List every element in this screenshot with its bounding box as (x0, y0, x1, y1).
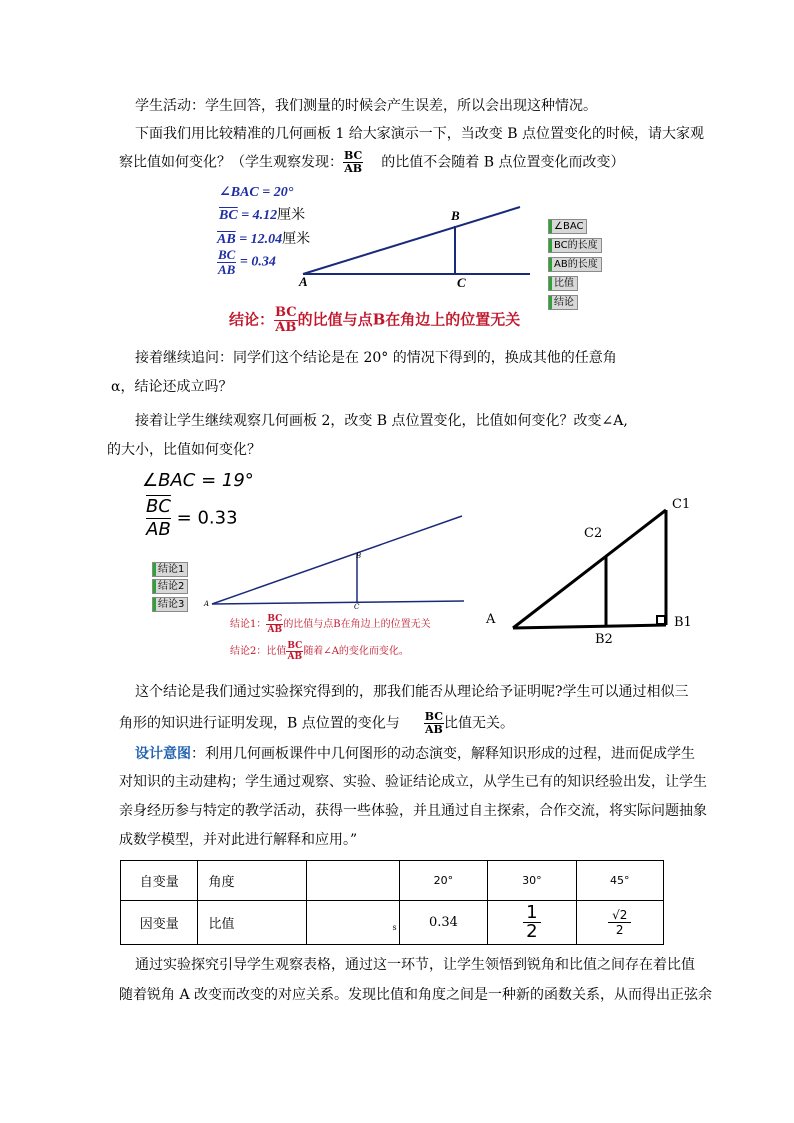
fig2-conclusion1-numerator: BC (267, 614, 283, 624)
proof-fraction-denominator: AB (424, 723, 443, 736)
design-intent-line1 (135, 744, 695, 764)
paragraph-summary-line1: 通过实验探究引导学生观察表格，通过这一环节，让学生领悟到锐角和比值之间存在着比值 (135, 957, 695, 973)
fig1-conclusion (229, 306, 520, 335)
fig1-ratio-numerator: BC (218, 247, 236, 262)
fig2-ratio-denominator: AB (146, 519, 171, 540)
table-cell (307, 861, 400, 901)
fig1-conclusion-numerator: BC (275, 305, 297, 320)
fig2-conclusion2-numerator: BC (287, 641, 303, 651)
table-cell: 0.34 (399, 901, 488, 945)
fig1-ab-label: $\overline{AB}$ (217, 232, 236, 247)
table-fraction-numerator: 1 (523, 904, 540, 923)
table-cell: 角度 (198, 861, 307, 901)
fig2-angle-text: ∠BAC = 19° (142, 470, 254, 491)
fig1-ratio-denominator: AB (218, 262, 236, 277)
fig2-conclusion2-suffix: 随着∠A的变化而变化。 (303, 646, 409, 657)
fig2-button-conclusion1[interactable]: 结论1 (152, 562, 188, 577)
fig1-ab-unit: 厘米 (282, 232, 311, 247)
design-intent-line4: 成数学模型，并对此进行解释和应用。” (119, 832, 358, 848)
fig1-angle-readout: ∠BAC = 20° (219, 185, 294, 200)
paragraph-summary-line2: 随着锐角 A 改变而改变的对应关系。发现比值和角度之间是一种新的函数关系，从而得出正弦余 (119, 987, 713, 1003)
fig2-conclusion2-denominator: AB (287, 652, 303, 662)
fig3-point-b2: B2 (595, 632, 613, 647)
table-row (121, 861, 664, 901)
table-cell: 20° (399, 861, 488, 901)
fig3-point-a: A (486, 612, 496, 627)
paragraph-student-activity: 学生活动：学生回答，我们测量的时候会产生误差，所以会出现这种情况。 (135, 98, 597, 114)
paragraph-demo-line1: 下面我们用比较精准的几何画板 1 给大家演示一下，当改变 B 点位置变化的时候，请大家观 (135, 126, 704, 142)
fig1-ray-ab (303, 207, 520, 274)
geometry-figure-3 (480, 495, 700, 655)
paragraph-question-line2: α，结论还成立吗？ (111, 379, 233, 395)
fig2-conclusion2 (230, 641, 409, 662)
fig2-ratio-numerator: $\overline{BC}$ (146, 496, 171, 517)
fig2-conclusion1-suffix: 的比值与点B在角边上的位置无关 (283, 619, 431, 630)
paragraph-proof-line2-b: 比值无关。 (444, 715, 515, 732)
fig2-conclusion1-denominator: AB (267, 625, 283, 635)
fig1-bc-label: $\overline{BC}$ (219, 208, 238, 223)
fig2-point-c: C (354, 603, 360, 611)
bc-ab-fraction (343, 150, 363, 175)
fig1-conclusion-suffix: 的比值与点B在角边上的位置无关 (297, 310, 521, 329)
fig3-base (513, 625, 666, 628)
design-intent-text1: ：利用几何画板课件中几何图形的动态演变，解释知识形成的过程，进而促成学生 (191, 746, 695, 762)
fig1-point-c: C (457, 275, 466, 290)
table-cell (488, 901, 576, 945)
fig1-point-a: A (299, 274, 308, 289)
table-fraction-denominator: 2 (526, 921, 538, 942)
table-cell: 比值 (198, 901, 307, 945)
fig1-conclusion-prefix: 结论： (229, 310, 275, 329)
fig2-ratio-value: = 0.33 (176, 507, 238, 529)
fig1-button-angle[interactable]: ∠BAC (548, 219, 587, 234)
paragraph-proof-line2-a: 角形的知识进行证明发现，B 点位置的变化与 (119, 715, 400, 732)
fig2-conclusion1-prefix: 结论1： (230, 619, 267, 630)
table-cell: 45° (576, 861, 664, 901)
fig2-ray-ab (212, 516, 462, 604)
fig1-point-b: B (451, 208, 460, 223)
paragraph-proof-line2 (119, 711, 514, 736)
design-intent-line2: 对知识的主动建构；学生通过观察、实验、验证结论成立，从学生已有的知识经验出发，让学生 (119, 774, 707, 790)
fig2-ray-ac (212, 601, 464, 604)
paragraph-demo-line2-a: 察比值如何变化？（学生观察发现： (119, 154, 343, 171)
fig2-point-a: A (204, 600, 210, 608)
paragraph-demo-line2-b: 的比值不会随着 B 点位置变化而改变） (381, 154, 625, 171)
fig2-button-conclusion2[interactable]: 结论2 (152, 579, 188, 594)
fig3-point-c2: C2 (584, 526, 603, 541)
fraction-numerator: BC (344, 149, 363, 162)
design-intent-line3: 亲身经历参与特定的教学活动，获得一些体验，并且通过自主探索，合作交流，将实际问题抽象 (119, 803, 707, 819)
paragraph-question-line1: 接着继续追问：同学们这个结论是在 20° 的情况下得到的，换成其他的任意角 (135, 350, 617, 366)
fig2-triangle-svg (140, 470, 470, 670)
fig1-button-bc-length[interactable]: BC的长度 (548, 238, 602, 253)
fig1-ratio-value: = 0.34 (239, 254, 276, 270)
proof-fraction-numerator: BC (424, 710, 444, 723)
fraction-denominator: AB (344, 162, 363, 175)
angle-ratio-table (120, 860, 664, 945)
table-fraction-denominator-2: 2 (615, 922, 624, 937)
fig1-button-ratio[interactable]: 比值 (548, 276, 578, 291)
table-cell: 自变量 (121, 861, 198, 901)
paragraph-observe-line1: 接着让学生继续观察几何画板 2，改变 B 点位置变化，比值如何变化？改变∠A, (135, 413, 628, 429)
fig2-point-b: B (356, 552, 362, 560)
fig2-button-conclusion3[interactable]: 结论3 (152, 597, 188, 612)
fig1-bc-value: = 4.12 (241, 208, 278, 223)
table-cell: 因变量 (121, 901, 198, 945)
fig3-point-b1: B1 (674, 615, 692, 630)
fig1-ab-value: = 12.04 (239, 232, 283, 247)
fig3-right-angle-mark (657, 616, 665, 624)
fig3-triangles-svg (480, 495, 700, 655)
design-intent-label: 设计意图 (135, 746, 191, 762)
table-cell: 30° (488, 861, 576, 901)
fig3-point-c1: C1 (672, 497, 691, 512)
fig2-conclusion1 (230, 614, 431, 635)
paragraph-observe-line2: 的大小，比值如何变化？ (107, 442, 261, 458)
fig1-conclusion-denominator: AB (275, 320, 297, 335)
paragraph-demo-line2 (119, 150, 624, 175)
geometry-figure-2 (140, 470, 470, 670)
fig1-button-ab-length[interactable]: AB的长度 (548, 257, 602, 272)
fig1-bc-unit: 厘米 (277, 208, 306, 223)
table-cell (576, 901, 664, 945)
table-fraction-numerator-sqrt: √2 (608, 908, 631, 923)
table-cell: s (307, 901, 400, 945)
paragraph-proof-line1: 这个结论是我们通过实验探究得到的，那我们能否从理论给予证明呢?学生可以通过相似三 (135, 684, 689, 700)
table-row (121, 901, 664, 945)
fig1-button-conclusion[interactable]: 结论 (548, 295, 578, 310)
fig2-conclusion2-prefix: 结论2：比值 (230, 646, 287, 657)
